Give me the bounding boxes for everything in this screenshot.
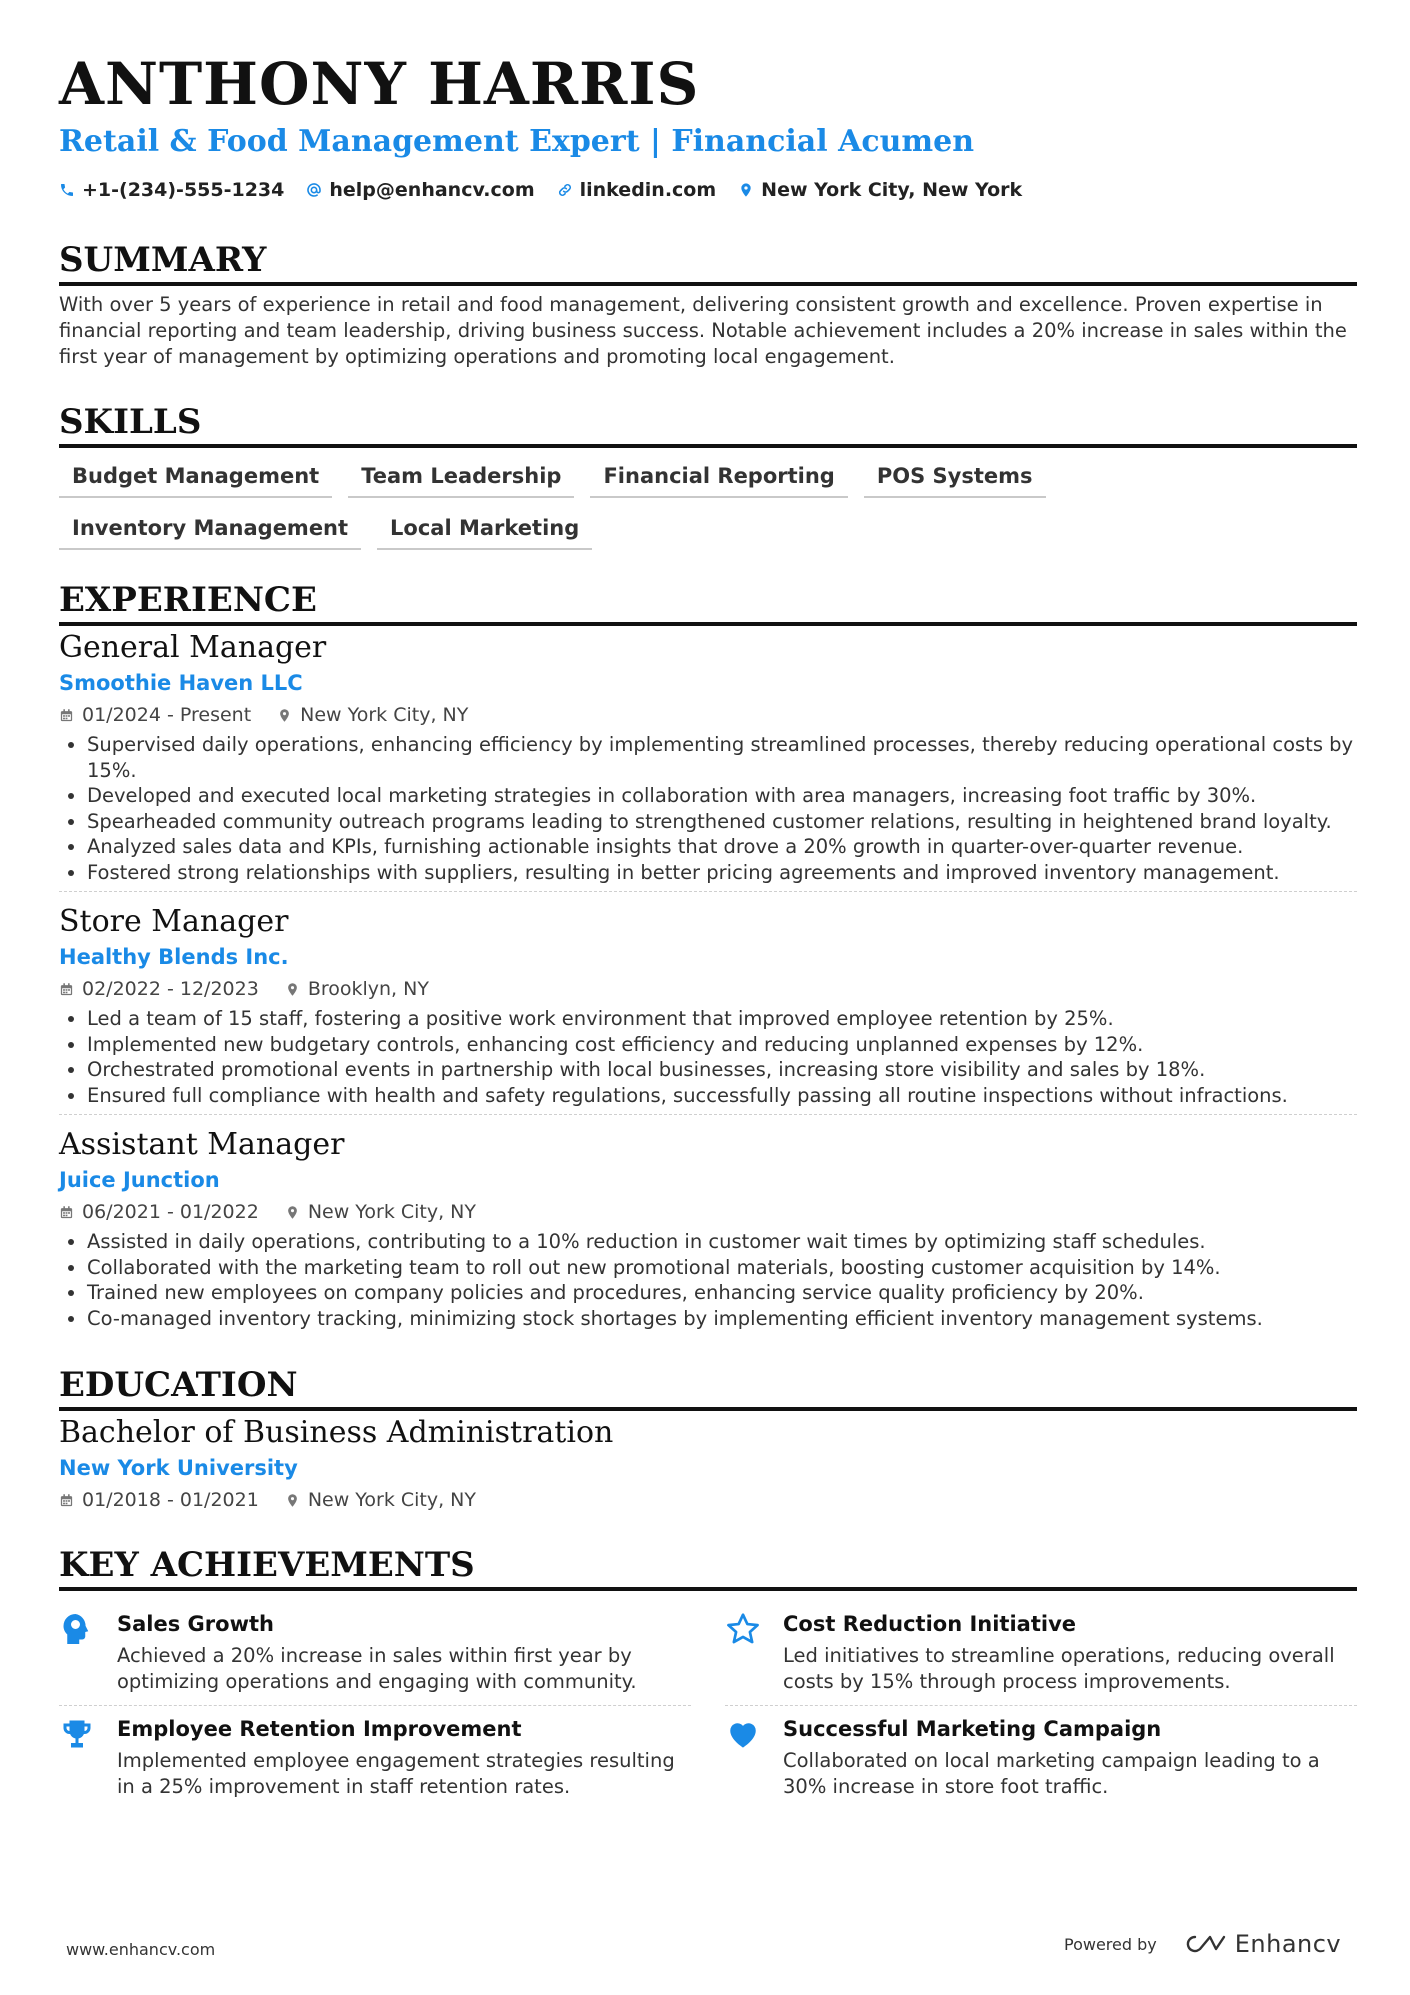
job-company: Juice Junction — [59, 1168, 220, 1192]
achievement-title: Cost Reduction Initiative — [783, 1612, 1076, 1636]
experience-title: EXPERIENCE — [59, 578, 1357, 626]
head-icon — [59, 1611, 95, 1647]
job-meta — [59, 1197, 1357, 1227]
calendar-icon — [59, 708, 74, 723]
achievement-title: Employee Retention Improvement — [117, 1717, 522, 1741]
linkedin-text: linkedin.com — [579, 179, 717, 201]
bullet-item: • Analyzed sales data and KPIs, furnishing actionable insights that drove a 20% growth in quarter-over-quarter revenue. — [87, 834, 1357, 860]
job-company: Smoothie Haven LLC — [59, 671, 303, 695]
contact-phone[interactable] — [59, 179, 284, 201]
achievement-desc: Led initiatives to streamline operations, reducing overall costs by 15% through process improvements. — [783, 1644, 1335, 1693]
headline: Retail & Food Management Expert | Financial Acumen — [59, 124, 975, 159]
bullet-item: • Assisted in daily operations, contributing to a 10% reduction in customer wait times by optimizing staff schedules. — [87, 1229, 1357, 1255]
job-location-text: New York City, NY — [307, 1201, 476, 1223]
phone-icon — [59, 182, 75, 198]
bullet-item: • Orchestrated promotional events in partnership with local businesses, increasing store visibility and sales by 18%. — [87, 1057, 1357, 1083]
job-role: Assistant Manager — [59, 1127, 345, 1162]
bullet-item: • Spearheaded community outreach programs leading to strengthened customer relations, resulting in heightened brand loyalty. — [87, 809, 1357, 835]
job-dates-text: 02/2022 - 12/2023 — [82, 978, 259, 1000]
bullet-item: • Implemented new budgetary controls, enhancing cost efficiency and reducing unplanned expenses by 12%. — [87, 1032, 1357, 1058]
skill-tag: POS Systems — [864, 462, 1046, 498]
skills-list — [59, 462, 1357, 550]
brand-name: Enhancv — [1234, 1930, 1342, 1958]
bullet-item: • Trained new employees on company policies and procedures, enhancing service quality proficiency by 20%. — [87, 1280, 1357, 1306]
achievement-desc: Implemented employee engagement strategies resulting in a 25% improvement in staff retention rates. — [117, 1749, 675, 1798]
job-location-text: Brooklyn, NY — [307, 978, 429, 1000]
achievement-desc: Collaborated on local marketing campaign leading to a 30% increase in store foot traffic. — [783, 1749, 1320, 1798]
education-degree: Bachelor of Business Administration — [59, 1415, 614, 1450]
powered-by-label: Powered by — [1064, 1934, 1157, 1954]
skill-tag: Budget Management — [59, 462, 332, 498]
job-meta — [59, 974, 1357, 1004]
job-dates — [59, 700, 251, 730]
achievement-desc: Achieved a 20% increase in sales within first year by optimizing operations and engaging with community. — [117, 1644, 637, 1693]
bullet-item: • Led a team of 15 staff, fostering a positive work environment that improved employee retention by 25%. — [87, 1006, 1357, 1032]
location-pin-icon — [285, 982, 300, 997]
achievement-item — [59, 1601, 691, 1706]
contact-linkedin[interactable] — [557, 179, 717, 201]
calendar-icon — [59, 1493, 74, 1508]
education-dates-text: 01/2018 - 01/2021 — [82, 1489, 259, 1511]
resume-page — [59, 48, 1357, 1808]
job-dates — [59, 1197, 259, 1227]
job-bullets — [59, 1229, 1357, 1331]
job-dates — [59, 974, 259, 1004]
link-icon — [557, 182, 573, 198]
contact-bar — [59, 172, 1357, 208]
skill-tag: Local Marketing — [377, 514, 592, 550]
contact-location — [738, 179, 1022, 201]
summary-text: With over 5 years of experience in retail and food management, delivering consistent growth and excellence. Proven expertise in financial reporting and team leadership, driving business success. Notable achievement includes a 20% increase in sales within the first year of management by optimizing operations and promoting local engagement. — [59, 293, 1347, 368]
job-location-text: New York City, NY — [300, 704, 469, 726]
skill-tag: Team Leadership — [348, 462, 574, 498]
brand-logo[interactable] — [1183, 1930, 1341, 1958]
job-entry — [59, 1114, 1357, 1337]
education-location-text: New York City, NY — [307, 1489, 476, 1511]
bullet-item: • Ensured full compliance with health and safety regulations, successfully passing all routine inspections without infractions. — [87, 1083, 1357, 1109]
bullet-item: • Developed and executed local marketing strategies in collaboration with area managers, increasing foot traffic by 30%. — [87, 783, 1357, 809]
summary-section — [59, 238, 1357, 370]
location-text: New York City, New York — [761, 179, 1023, 201]
job-entry — [59, 628, 1357, 891]
star-icon — [725, 1611, 761, 1647]
job-company: Healthy Blends Inc. — [59, 945, 289, 969]
footer-website[interactable]: www.enhancv.com — [66, 1940, 216, 1959]
achievement-title: Successful Marketing Campaign — [783, 1717, 1162, 1741]
skill-tag: Inventory Management — [59, 514, 361, 550]
location-pin-icon — [285, 1205, 300, 1220]
job-entry — [59, 891, 1357, 1114]
education-location — [285, 1485, 476, 1515]
footer-brand — [1064, 1930, 1341, 1958]
job-meta — [59, 700, 1357, 730]
skill-tag: Financial Reporting — [590, 462, 847, 498]
experience-section — [59, 578, 1357, 1337]
bullet-item: • Co-managed inventory tracking, minimizing stock shortages by implementing efficient inventory management systems. — [87, 1306, 1357, 1332]
skills-section — [59, 400, 1357, 550]
achievements-title: KEY ACHIEVEMENTS — [59, 1543, 1357, 1591]
bullet-item: • Fostered strong relationships with suppliers, resulting in better pricing agreements and improved inventory management. — [87, 860, 1357, 886]
enhancv-logo-icon — [1183, 1933, 1227, 1955]
achievement-item — [59, 1706, 691, 1808]
job-dates-text: 01/2024 - Present — [82, 704, 252, 726]
achievement-item — [725, 1601, 1357, 1706]
summary-title: SUMMARY — [59, 238, 1357, 286]
candidate-name: ANTHONY HARRIS — [59, 50, 700, 118]
achievement-item — [725, 1706, 1357, 1808]
education-title: EDUCATION — [59, 1363, 1357, 1411]
education-section — [59, 1363, 1357, 1515]
heart-icon — [725, 1716, 761, 1752]
email-text: help@enhancv.com — [329, 179, 535, 201]
job-location — [285, 1197, 476, 1227]
location-pin-icon — [738, 182, 754, 198]
bullet-item: • Supervised daily operations, enhancing efficiency by implementing streamlined processes, thereby reducing operational costs by 15%. — [87, 732, 1357, 783]
job-dates-text: 06/2021 - 01/2022 — [82, 1201, 259, 1223]
education-meta — [59, 1485, 1357, 1515]
contact-email[interactable] — [306, 179, 534, 201]
bullet-item: • Collaborated with the marketing team to roll out new promotional materials, boosting customer acquisition by 14%. — [87, 1255, 1357, 1281]
trophy-icon — [59, 1716, 95, 1752]
job-bullets — [59, 1006, 1357, 1108]
job-role: Store Manager — [59, 904, 289, 939]
job-bullets — [59, 732, 1357, 885]
job-location — [277, 700, 468, 730]
education-dates — [59, 1485, 259, 1515]
location-pin-icon — [277, 708, 292, 723]
location-pin-icon — [285, 1493, 300, 1508]
skills-title: SKILLS — [59, 400, 1357, 448]
at-icon — [306, 182, 322, 198]
job-location — [285, 974, 429, 1004]
calendar-icon — [59, 982, 74, 997]
phone-text: +1-(234)-555-1234 — [82, 179, 285, 201]
achievement-title: Sales Growth — [117, 1612, 274, 1636]
achievements-section — [59, 1543, 1357, 1808]
calendar-icon — [59, 1205, 74, 1220]
education-school: New York University — [59, 1456, 298, 1480]
achievements-grid — [59, 1601, 1357, 1808]
job-role: General Manager — [59, 630, 327, 665]
